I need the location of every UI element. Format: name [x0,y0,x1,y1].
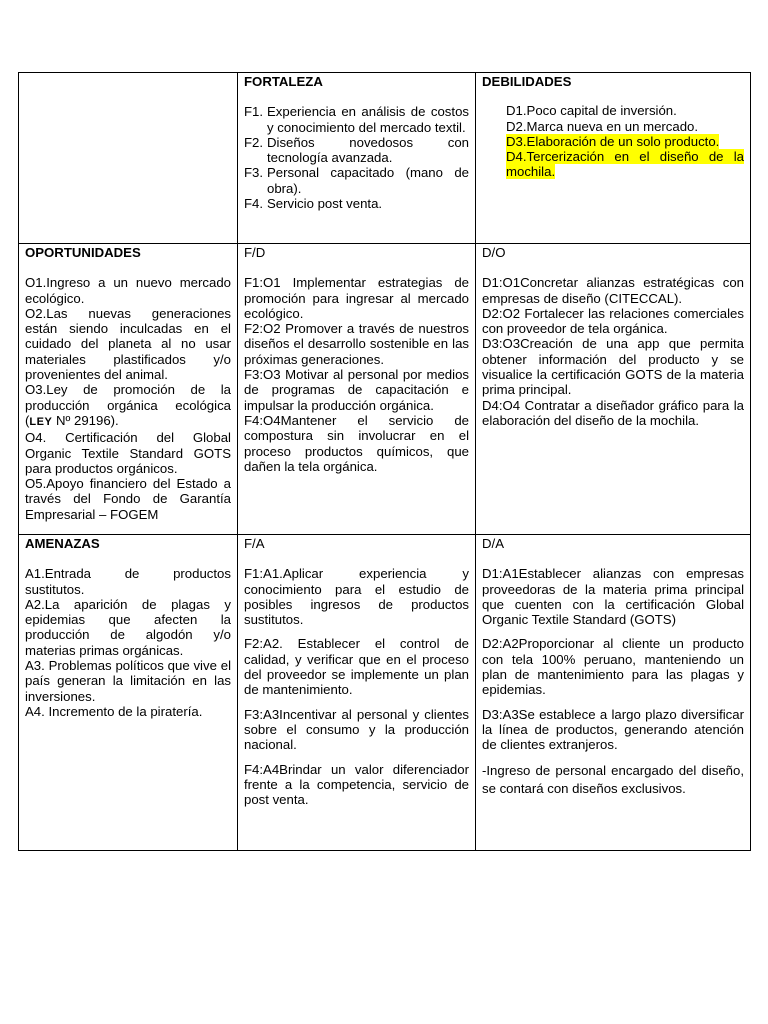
list-item: F2. Diseños novedosos con tecnología avanzada. [244,134,469,166]
list-item: F4. Servicio post venta. [244,196,383,212]
da-cell [476,535,751,851]
oportunidad-item: O2.Las nuevas generaciones están siendo inculcadas en el cuidado del planeta al no usar materiales plastificados y/o provenientes del animal. [25,305,231,383]
strategy-item: F3:O3 Motivar al personal por medios de programas de capacitación e impulsar la producción orgánica. [244,367,469,413]
oportunidades-cell [19,244,238,535]
strategy-item: F1:A1.Aplicar experiencia y conocimiento para el estudio de posibles ingresos de productos sustitutos. [244,566,469,628]
oportunidad-item: O3.Ley de promoción de la producción orgánica ecológica (LEY Nº 29196). [25,382,231,428]
strategy-item: -Ingreso de personal encargado del diseño, se contará con diseños exclusivos. [482,762,744,796]
oportunidad-item: O4. Certificación del Global Organic Textile Standard GOTS para productos orgánicos. [25,430,231,476]
strategy-item: F4:O4Mantener el servicio de compostura sin involucrar en el proceso productos químicos, que dañen la tela orgánica. [244,412,469,474]
amenaza-item: A4. Incremento de la piratería. [25,703,203,719]
fortaleza-cell [238,73,476,244]
debilidades-title: DEBILIDADES [482,74,572,89]
fd-cell [238,244,476,535]
debilidades-cell [476,73,751,244]
amenaza-item: A3. Problemas políticos que vive el país generan la limitación en las inversiones. [25,658,231,704]
strategy-item: D3:A3Se establece a largo plazo diversificar la línea de productos, generando atención de clientes extranjeros. [482,706,744,753]
strategy-item: F2:A2. Establecer el control de calidad, y verificar que en el proceso del proveedor se implemente un plan de mantenimiento. [244,636,469,698]
list-item: D1.Poco capital de inversión. [506,103,677,119]
empty-corner-cell [19,73,238,244]
fortaleza-title: FORTALEZA [244,74,323,89]
strategy-item: F2:O2 Promover a través de nuestros diseños el desarrollo sostenible en las próximas generaciones. [244,321,469,367]
amenaza-item: A2.La aparición de plagas y epidemias que afecten la producción de algodón y/o materias primas orgánicas. [25,596,231,658]
strategy-item: D1:A1Establecer alianzas con empresas proveedoras de la materia prima principal que cuenten con la certificación Global Organic Textile Standard (GOTS) [482,566,744,628]
amenazas-cell [19,535,238,851]
list-item: F3. Personal capacitado (mano de obra). [244,165,469,196]
debilidades-list [482,103,744,179]
list-item-highlighted: D4.Tercerización en el diseño de la mochila. [506,149,744,180]
strategy-item: D3:O3Creación de una app que permita obtener información del producto y se visualice la certificación GOTS de la materia prima principal. [482,336,744,398]
strategy-item: F1:O1 Implementar estrategias de promoción para ingresar al mercado ecológico. [244,275,469,321]
oportunidad-item: O1.Ingreso a un nuevo mercado ecológico. [25,275,231,306]
amenazas-title: AMENAZAS [25,536,100,551]
oportunidad-item: O5.Apoyo financiero del Estado a través del Fondo de Garantía Empresarial – FOGEM [25,476,231,522]
amenaza-item: A1.Entrada de productos sustitutos. [25,566,231,597]
list-item-highlighted: D3.Elaboración de un solo producto. [506,133,720,149]
fa-cell [238,535,476,851]
do-title: D/O [482,245,506,260]
da-title: D/A [482,536,504,551]
oportunidades-title: OPORTUNIDADES [25,245,141,260]
strategy-item: F4:A4Brindar un valor diferenciador frente a la competencia, servicio de post venta. [244,761,469,808]
foda-matrix [18,72,751,851]
do-cell [476,244,751,535]
fd-title: F/D [244,245,266,260]
fa-title: F/A [244,536,265,551]
strategy-item: F3:A3Incentivar al personal y clientes sobre el consumo y la producción nacional. [244,706,469,753]
strategy-item: D1:O1Concretar alianzas estratégicas con empresas de diseño (CITECCAL). [482,275,744,306]
strategy-item: D2:O2 Fortalecer las relaciones comerciales con proveedor de tela orgánica. [482,305,744,337]
strategy-item: D4:O4 Contratar a diseñador gráfico para la elaboración del diseño de la mochila. [482,397,744,428]
strategy-item: D2:A2Proporcionar al cliente un producto con tela 100% peruano, manteniendo un plan de mantenimiento para las plagas y epidemias. [482,636,744,698]
list-item: D2.Marca nueva en un mercado. [506,118,699,134]
list-item: F1. Experiencia en análisis de costos y conocimiento del mercado textil. [244,104,469,135]
fortaleza-list [244,104,469,211]
